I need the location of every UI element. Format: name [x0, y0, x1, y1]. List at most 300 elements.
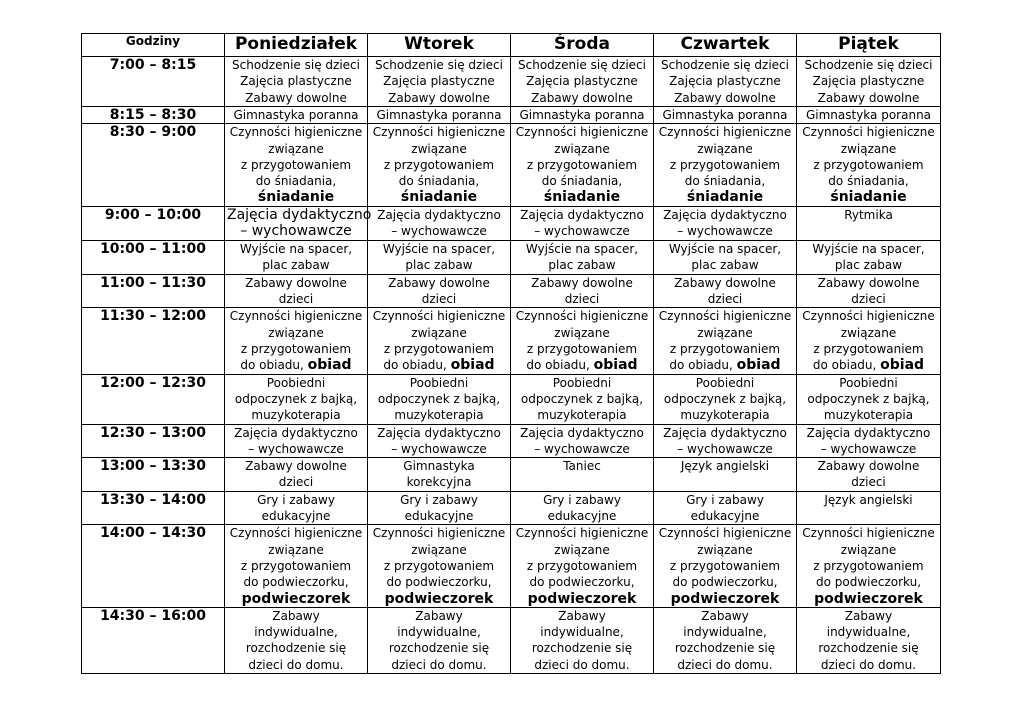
activity-line	[227, 107, 365, 123]
activity-line	[799, 189, 938, 205]
activity-cell	[368, 424, 511, 458]
activity-line	[513, 391, 651, 407]
activity-cell	[511, 57, 654, 107]
activity-text: dzieci	[278, 292, 314, 307]
table-row	[82, 374, 941, 424]
activity-text: Zajęcia dydaktyczno	[377, 425, 501, 440]
activity-text: rozchodzenie się	[388, 641, 490, 656]
activity-text: Zajęcia dydaktyczno	[806, 425, 931, 440]
activity-line	[799, 407, 938, 423]
activity-line	[227, 124, 365, 140]
activity-cell	[511, 107, 654, 124]
activity-line	[227, 525, 365, 541]
time-slot: 13:00 – 13:30	[82, 458, 225, 492]
activity-text: Schodzenie się dzieci	[661, 58, 789, 72]
activity-text: z przygotowaniem	[240, 157, 352, 172]
activity-cell	[797, 424, 941, 458]
activity-line	[513, 291, 651, 307]
activity-text: Zabawy dowolne	[531, 90, 633, 105]
activity-cell	[225, 308, 368, 374]
activity-text: muzykoterapia	[823, 408, 914, 423]
activity-text: Poobiedni	[552, 375, 612, 390]
activity-text: Poobiedni	[695, 375, 755, 390]
activity-text: Zajęcia dydaktyczno	[227, 206, 372, 223]
activity-line	[513, 608, 651, 624]
meal-label: obiad	[307, 357, 352, 374]
activity-text: Czynności higieniczne	[802, 309, 935, 324]
activity-text: plac zabaw	[691, 258, 759, 273]
activity-line	[656, 391, 794, 407]
activity-line	[656, 73, 794, 89]
activity-text: Gimnastyka	[403, 459, 475, 474]
activity-text: Gimnastyka poranna	[233, 108, 359, 122]
activity-text: plac zabaw	[548, 258, 616, 273]
activity-text: z przygotowaniem	[813, 341, 924, 356]
activity-text: Schodzenie się dzieci	[804, 58, 933, 72]
activity-text: Czynności higieniczne	[229, 526, 363, 541]
activity-line	[513, 257, 651, 273]
activity-line	[799, 207, 938, 223]
activity-text: z przygotowaniem	[383, 157, 495, 172]
activity-line	[656, 407, 794, 423]
activity-cell	[654, 607, 797, 673]
activity-line	[370, 241, 508, 257]
activity-line	[656, 341, 794, 357]
activity-text: Zabawy	[272, 608, 320, 623]
activity-text: dzieci do domu.	[820, 657, 917, 672]
activity-cell	[511, 374, 654, 424]
activity-cell	[368, 308, 511, 374]
activity-cell	[511, 525, 654, 607]
activity-cell	[511, 491, 654, 525]
activity-text: z przygotowaniem	[383, 558, 495, 573]
activity-line	[799, 341, 938, 357]
activity-line	[799, 375, 938, 391]
activity-line	[227, 291, 365, 307]
activity-cell	[368, 107, 511, 124]
table-row	[82, 274, 941, 308]
activity-text: Zajęcia dydaktyczno	[520, 207, 644, 222]
activity-text: – wychowawcze	[391, 441, 487, 456]
activity-line	[370, 57, 508, 73]
activity-text: do obiadu,	[240, 358, 308, 373]
activity-line	[227, 492, 365, 508]
activity-cell	[511, 308, 654, 374]
activity-text: związane	[840, 542, 897, 557]
activity-line	[227, 223, 365, 239]
header-day-thursday: Czwartek	[654, 34, 797, 57]
activity-cell	[654, 491, 797, 525]
activity-line	[227, 608, 365, 624]
activity-line	[799, 474, 938, 490]
activity-line	[656, 90, 794, 106]
activity-text: Zajęcia plastyczne	[383, 74, 495, 89]
activity-cell	[225, 458, 368, 492]
time-slot: 14:30 – 16:00	[82, 607, 225, 673]
activity-line	[370, 657, 508, 673]
header-day-friday: Piątek	[797, 34, 941, 57]
activity-line	[656, 624, 794, 640]
time-slot: 9:00 – 10:00	[82, 206, 225, 240]
activity-line	[370, 458, 508, 474]
activity-text: Czynności higieniczne	[229, 309, 363, 324]
meal-label: obiad	[450, 357, 495, 374]
time-slot: 7:00 – 8:15	[82, 57, 225, 107]
activity-line	[799, 640, 938, 656]
activity-text: muzykoterapia	[251, 408, 341, 423]
activity-cell	[225, 491, 368, 525]
activity-cell	[654, 458, 797, 492]
activity-line	[227, 574, 365, 590]
activity-line	[370, 275, 508, 291]
activity-line	[656, 241, 794, 257]
meal-label: obiad	[880, 357, 925, 374]
activity-line	[227, 73, 365, 89]
activity-line	[513, 90, 651, 106]
activity-line	[799, 591, 938, 607]
activity-text: Zabawy dowolne	[245, 459, 347, 474]
activity-text: do obiadu,	[383, 358, 451, 373]
activity-text: dzieci do domu.	[248, 657, 344, 672]
activity-text: dzieci	[851, 475, 886, 490]
activity-text: Zabawy	[558, 608, 606, 623]
activity-line	[799, 141, 938, 157]
activity-text: Gimnastyka poranna	[805, 108, 932, 122]
activity-text: korekcyjna	[406, 475, 472, 490]
activity-text: edukacyjne	[690, 509, 760, 524]
activity-cell	[368, 458, 511, 492]
activity-text: Rytmika	[844, 207, 893, 222]
activity-text: Wyjście na spacer,	[812, 241, 925, 256]
activity-text: – wychowawcze	[677, 224, 773, 239]
activity-cell	[654, 525, 797, 607]
activity-text: indywidualne,	[397, 625, 481, 640]
activity-text: Zajęcia dydaktyczno	[234, 425, 358, 440]
activity-text: Czynności higieniczne	[658, 309, 792, 324]
table-row	[82, 424, 941, 458]
meal-label: śniadanie	[400, 189, 478, 206]
activity-text: do śniadania,	[684, 174, 766, 189]
activity-text: z przygotowaniem	[813, 558, 924, 573]
activity-line	[656, 124, 794, 140]
activity-line	[799, 124, 938, 140]
activity-text: z przygotowaniem	[813, 157, 924, 172]
activity-line	[370, 257, 508, 273]
activity-text: z przygotowaniem	[526, 341, 638, 356]
activity-text: dzieci	[851, 292, 886, 307]
activity-text: plac zabaw	[405, 258, 473, 273]
activity-line	[799, 492, 938, 508]
activity-line	[799, 574, 938, 590]
activity-line	[370, 141, 508, 157]
activity-text: dzieci do domu.	[534, 657, 630, 672]
activity-cell	[368, 57, 511, 107]
activity-text: z przygotowaniem	[669, 341, 781, 356]
activity-line	[370, 508, 508, 524]
activity-line	[656, 574, 794, 590]
activity-line	[227, 591, 365, 607]
activity-line	[370, 189, 508, 205]
activity-line	[370, 591, 508, 607]
activity-text: do śniadania,	[541, 174, 623, 189]
activity-text: indywidualne,	[254, 625, 338, 640]
activity-line	[227, 458, 365, 474]
activity-line	[799, 57, 938, 73]
activity-text: – wychowawcze	[391, 224, 487, 239]
activity-line	[370, 441, 508, 457]
activity-line	[370, 542, 508, 558]
activity-cell	[368, 607, 511, 673]
activity-line	[656, 492, 794, 508]
activity-cell	[225, 374, 368, 424]
activity-line	[227, 441, 365, 457]
activity-line	[227, 325, 365, 341]
table-row	[82, 57, 941, 107]
activity-text: Zabawy	[415, 608, 463, 623]
activity-line	[227, 241, 365, 257]
meal-label: śniadanie	[543, 189, 621, 206]
activity-cell	[225, 424, 368, 458]
activity-line	[513, 141, 651, 157]
activity-text: – wychowawcze	[248, 441, 344, 456]
activity-text: dzieci do domu.	[391, 657, 487, 672]
activity-line	[656, 542, 794, 558]
activity-line	[513, 492, 651, 508]
activity-line	[227, 624, 365, 640]
time-slot: 12:30 – 13:00	[82, 424, 225, 458]
activity-line	[656, 441, 794, 457]
activity-text: związane	[411, 141, 467, 156]
activity-line	[799, 107, 938, 123]
activity-cell	[654, 308, 797, 374]
activity-text: związane	[268, 542, 324, 557]
activity-text: z przygotowaniem	[669, 558, 781, 573]
activity-line	[227, 206, 372, 223]
activity-line	[656, 275, 794, 291]
activity-text: Czynności higieniczne	[372, 309, 506, 324]
activity-text: – wychowawcze	[677, 441, 773, 456]
activity-line	[227, 542, 365, 558]
activity-line	[513, 525, 651, 541]
activity-line	[370, 157, 508, 173]
activity-text: muzykoterapia	[680, 408, 770, 423]
activity-line	[227, 657, 365, 673]
table-row	[82, 525, 941, 607]
activity-line	[227, 157, 365, 173]
activity-line	[799, 257, 938, 273]
activity-text: Gry i zabawy	[686, 492, 764, 507]
activity-cell	[511, 124, 654, 206]
activity-text: Zabawy dowolne	[531, 275, 633, 290]
activity-text: Gry i zabawy	[543, 492, 621, 507]
activity-line	[370, 291, 508, 307]
activity-text: związane	[697, 542, 753, 557]
activity-line	[799, 425, 938, 441]
activity-line	[513, 107, 651, 123]
activity-text: Zajęcia dydaktyczno	[520, 425, 644, 440]
activity-line	[227, 90, 365, 106]
activity-line	[799, 525, 938, 541]
activity-text: Zabawy	[844, 608, 893, 623]
header-row	[82, 34, 941, 57]
activity-line	[656, 291, 794, 307]
activity-text: – wychowawcze	[820, 441, 917, 456]
activity-line	[799, 73, 938, 89]
activity-line	[227, 357, 365, 373]
activity-line	[513, 341, 651, 357]
activity-text: indywidualne,	[540, 625, 624, 640]
activity-line	[656, 558, 794, 574]
activity-line	[513, 508, 651, 524]
activity-cell	[654, 206, 797, 240]
activity-text: edukacyjne	[547, 509, 617, 524]
time-slot: 11:30 – 12:00	[82, 308, 225, 374]
activity-cell	[654, 424, 797, 458]
activity-line	[513, 657, 651, 673]
activity-line	[656, 525, 794, 541]
activity-line	[513, 223, 651, 239]
activity-text: muzykoterapia	[537, 408, 627, 423]
activity-text: Zajęcia plastyczne	[812, 74, 925, 89]
activity-text: do podwieczorku,	[672, 575, 778, 590]
activity-line	[513, 441, 651, 457]
activity-text: Zabawy dowolne	[245, 90, 347, 105]
activity-line	[656, 458, 794, 474]
activity-text: związane	[268, 141, 324, 156]
activity-cell	[511, 206, 654, 240]
table-row	[82, 124, 941, 206]
time-slot: 8:30 – 9:00	[82, 124, 225, 206]
activity-text: Czynności higieniczne	[515, 309, 649, 324]
activity-line	[513, 325, 651, 341]
activity-line	[227, 141, 365, 157]
activity-text: Język angielski	[824, 492, 913, 507]
activity-text: Wyjście na spacer,	[525, 241, 639, 256]
activity-line	[799, 441, 938, 457]
activity-line	[227, 173, 365, 189]
activity-line	[227, 391, 365, 407]
activity-cell	[797, 525, 941, 607]
activity-line	[799, 173, 938, 189]
activity-text: Wyjście na spacer,	[382, 241, 496, 256]
activity-cell	[225, 206, 372, 240]
activity-text: Wyjście na spacer,	[239, 241, 353, 256]
activity-line	[799, 657, 938, 673]
meal-label: śniadanie	[257, 189, 335, 206]
activity-line	[227, 474, 365, 490]
activity-text: związane	[840, 141, 897, 156]
activity-cell	[225, 525, 368, 607]
activity-line	[370, 574, 508, 590]
activity-text: indywidualne,	[826, 625, 911, 640]
activity-text: Zabawy dowolne	[674, 90, 776, 105]
activity-line	[370, 492, 508, 508]
activity-text: Poobiedni	[409, 375, 469, 390]
meal-label: podwieczorek	[670, 590, 780, 607]
activity-line	[370, 357, 508, 373]
activity-line	[799, 157, 938, 173]
activity-line	[656, 425, 794, 441]
activity-text: Gimnastyka poranna	[376, 108, 502, 122]
activity-line	[799, 608, 938, 624]
activity-text: edukacyjne	[404, 509, 474, 524]
activity-text: Czynności higieniczne	[515, 526, 649, 541]
schedule-table	[81, 33, 941, 674]
activity-text: rozchodzenie się	[818, 641, 919, 656]
schedule-body	[82, 57, 941, 674]
activity-cell	[797, 57, 941, 107]
activity-cell	[797, 206, 941, 240]
activity-cell	[225, 240, 368, 274]
activity-line	[656, 640, 794, 656]
activity-line	[370, 207, 508, 223]
activity-text: plac zabaw	[262, 258, 330, 273]
activity-text: muzykoterapia	[394, 408, 484, 423]
table-row	[82, 240, 941, 274]
activity-line	[513, 57, 651, 73]
activity-text: Czynności higieniczne	[802, 125, 935, 140]
activity-text: do podwieczorku,	[386, 575, 492, 590]
table-row	[82, 308, 941, 374]
activity-text: z przygotowaniem	[526, 157, 638, 172]
activity-text: dzieci	[707, 292, 743, 307]
activity-cell	[654, 124, 797, 206]
activity-line	[370, 608, 508, 624]
activity-line	[513, 624, 651, 640]
activity-line	[513, 275, 651, 291]
activity-line	[799, 275, 938, 291]
activity-text: odpoczynek z bajką,	[234, 391, 358, 406]
activity-cell	[654, 57, 797, 107]
activity-text: – wychowawcze	[534, 224, 630, 239]
activity-cell	[511, 458, 654, 492]
activity-line	[227, 308, 365, 324]
activity-line	[656, 207, 794, 223]
activity-cell	[225, 107, 368, 124]
activity-line	[370, 223, 508, 239]
activity-text: Poobiedni	[266, 375, 326, 390]
activity-line	[656, 308, 794, 324]
activity-cell	[797, 107, 941, 124]
activity-text: dzieci do domu.	[677, 657, 773, 672]
activity-cell	[654, 240, 797, 274]
meal-label: podwieczorek	[241, 590, 351, 607]
activity-line	[227, 558, 365, 574]
activity-cell	[368, 374, 511, 424]
activity-text: Zajęcia plastyczne	[240, 74, 352, 89]
activity-cell	[797, 607, 941, 673]
activity-line	[370, 474, 508, 490]
activity-line	[370, 640, 508, 656]
activity-cell	[797, 308, 941, 374]
time-slot: 8:15 – 8:30	[82, 107, 225, 124]
activity-cell	[225, 607, 368, 673]
activity-text: Schodzenie się dzieci	[375, 58, 503, 72]
activity-text: związane	[554, 141, 610, 156]
activity-cell	[511, 240, 654, 274]
activity-cell	[511, 274, 654, 308]
activity-text: do obiadu,	[669, 358, 737, 373]
activity-line	[799, 90, 938, 106]
activity-text: indywidualne,	[683, 625, 767, 640]
activity-line	[513, 173, 651, 189]
activity-text: do śniadania,	[398, 174, 480, 189]
activity-line	[656, 157, 794, 173]
activity-cell	[225, 274, 368, 308]
activity-text: z przygotowaniem	[669, 157, 781, 172]
activity-line	[656, 508, 794, 524]
header-day-wednesday: Środa	[511, 34, 654, 57]
